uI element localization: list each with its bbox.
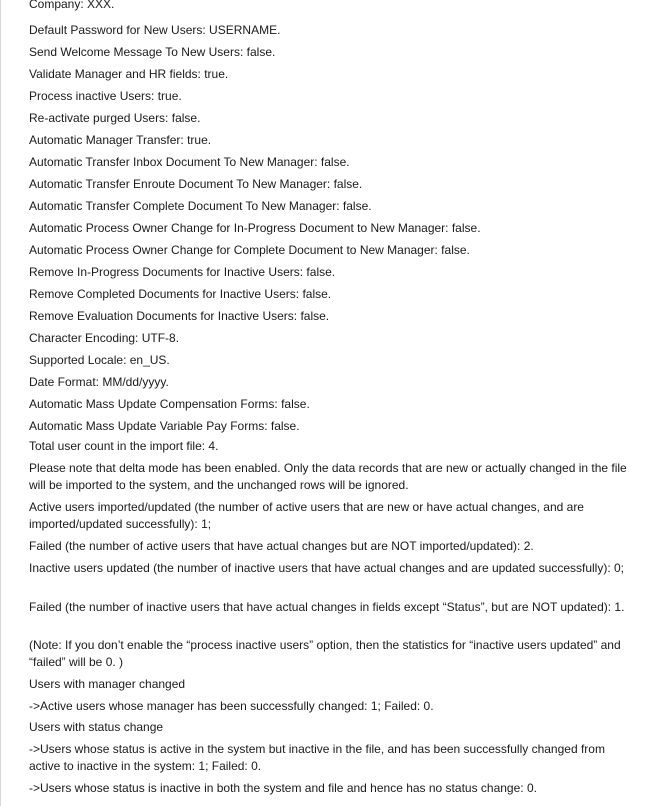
inactive-users-failed-line: Failed (the number of inactive users that have actual changes in fields except “Status”, but are NOT updated): 1. bbox=[29, 600, 625, 614]
date-format-line: Date Format: MM/dd/yyyy. bbox=[29, 375, 169, 389]
transfer-inbox-document-line: Automatic Transfer Inbox Document To New Manager: false. bbox=[29, 155, 350, 169]
inactive-users-statistics-note: (Note: If you don’t enable the “process inactive users” option, then the statistics for “inactive users updated” and “failed” will be 0. ) bbox=[29, 638, 621, 669]
manager-changed-result-line: ->Active users whose manager has been successfully changed: 1; Failed: 0. bbox=[29, 699, 434, 713]
process-inactive-users-line: Process inactive Users: true. bbox=[29, 89, 182, 103]
status-change-heading: Users with status change bbox=[29, 720, 164, 734]
active-users-failed-line: Failed (the number of active users that have actual changes but are NOT imported/updated): 2. bbox=[29, 539, 534, 553]
mass-update-compensation-line: Automatic Mass Update Compensation Forms: false. bbox=[29, 397, 310, 411]
supported-locale-line: Supported Locale: en_US. bbox=[29, 353, 170, 367]
remove-completed-documents-line: Remove Completed Documents for Inactive Users: false. bbox=[29, 287, 332, 301]
validate-manager-hr-line: Validate Manager and HR fields: true. bbox=[29, 67, 229, 81]
remove-in-progress-documents-line: Remove In-Progress Documents for Inactive Users: false. bbox=[29, 265, 336, 279]
status-active-to-inactive-line: ->Users whose status is active in the system but inactive in the file, and has been successfully changed from active to inactive in the system: 1; Failed: 0. bbox=[29, 742, 605, 773]
remove-evaluation-documents-line: Remove Evaluation Documents for Inactive Users: false. bbox=[29, 309, 330, 323]
reactivate-purged-users-line: Re-activate purged Users: false. bbox=[29, 111, 201, 125]
transfer-complete-document-line: Automatic Transfer Complete Document To New Manager: false. bbox=[29, 199, 372, 213]
manager-changed-heading: Users with manager changed bbox=[29, 677, 186, 691]
inactive-users-updated-line: Inactive users updated (the number of inactive users that have actual changes and are updated successfully): 0; bbox=[29, 561, 625, 575]
company-line: Company: XXX. bbox=[29, 0, 115, 11]
default-password-line: Default Password for New Users: USERNAME. bbox=[29, 23, 281, 37]
mass-update-variable-pay-line: Automatic Mass Update Variable Pay Forms: false. bbox=[29, 419, 300, 433]
transfer-enroute-document-line: Automatic Transfer Enroute Document To New Manager: false. bbox=[29, 177, 363, 191]
welcome-message-line: Send Welcome Message To New Users: false. bbox=[29, 45, 276, 59]
delta-mode-note: Please note that delta mode has been enabled. Only the data records that are new or actually changed in the file will be imported to the system, and the unchanged rows will be ignored. bbox=[29, 461, 627, 492]
automatic-manager-transfer-line: Automatic Manager Transfer: true. bbox=[29, 133, 212, 147]
total-user-count-line: Total user count in the import file: 4. bbox=[29, 439, 219, 453]
owner-change-in-progress-line: Automatic Process Owner Change for In-Progress Document to New Manager: false. bbox=[29, 221, 481, 235]
active-users-imported-line: Active users imported/updated (the number of active users that are new or have actual changes, and are imported/updated successfully): 1; bbox=[29, 500, 584, 531]
owner-change-complete-line: Automatic Process Owner Change for Complete Document to New Manager: false. bbox=[29, 243, 470, 257]
character-encoding-line: Character Encoding: UTF-8. bbox=[29, 331, 180, 345]
status-no-change-line: ->Users whose status is inactive in both the system and file and hence has no status change: 0. bbox=[29, 781, 537, 795]
